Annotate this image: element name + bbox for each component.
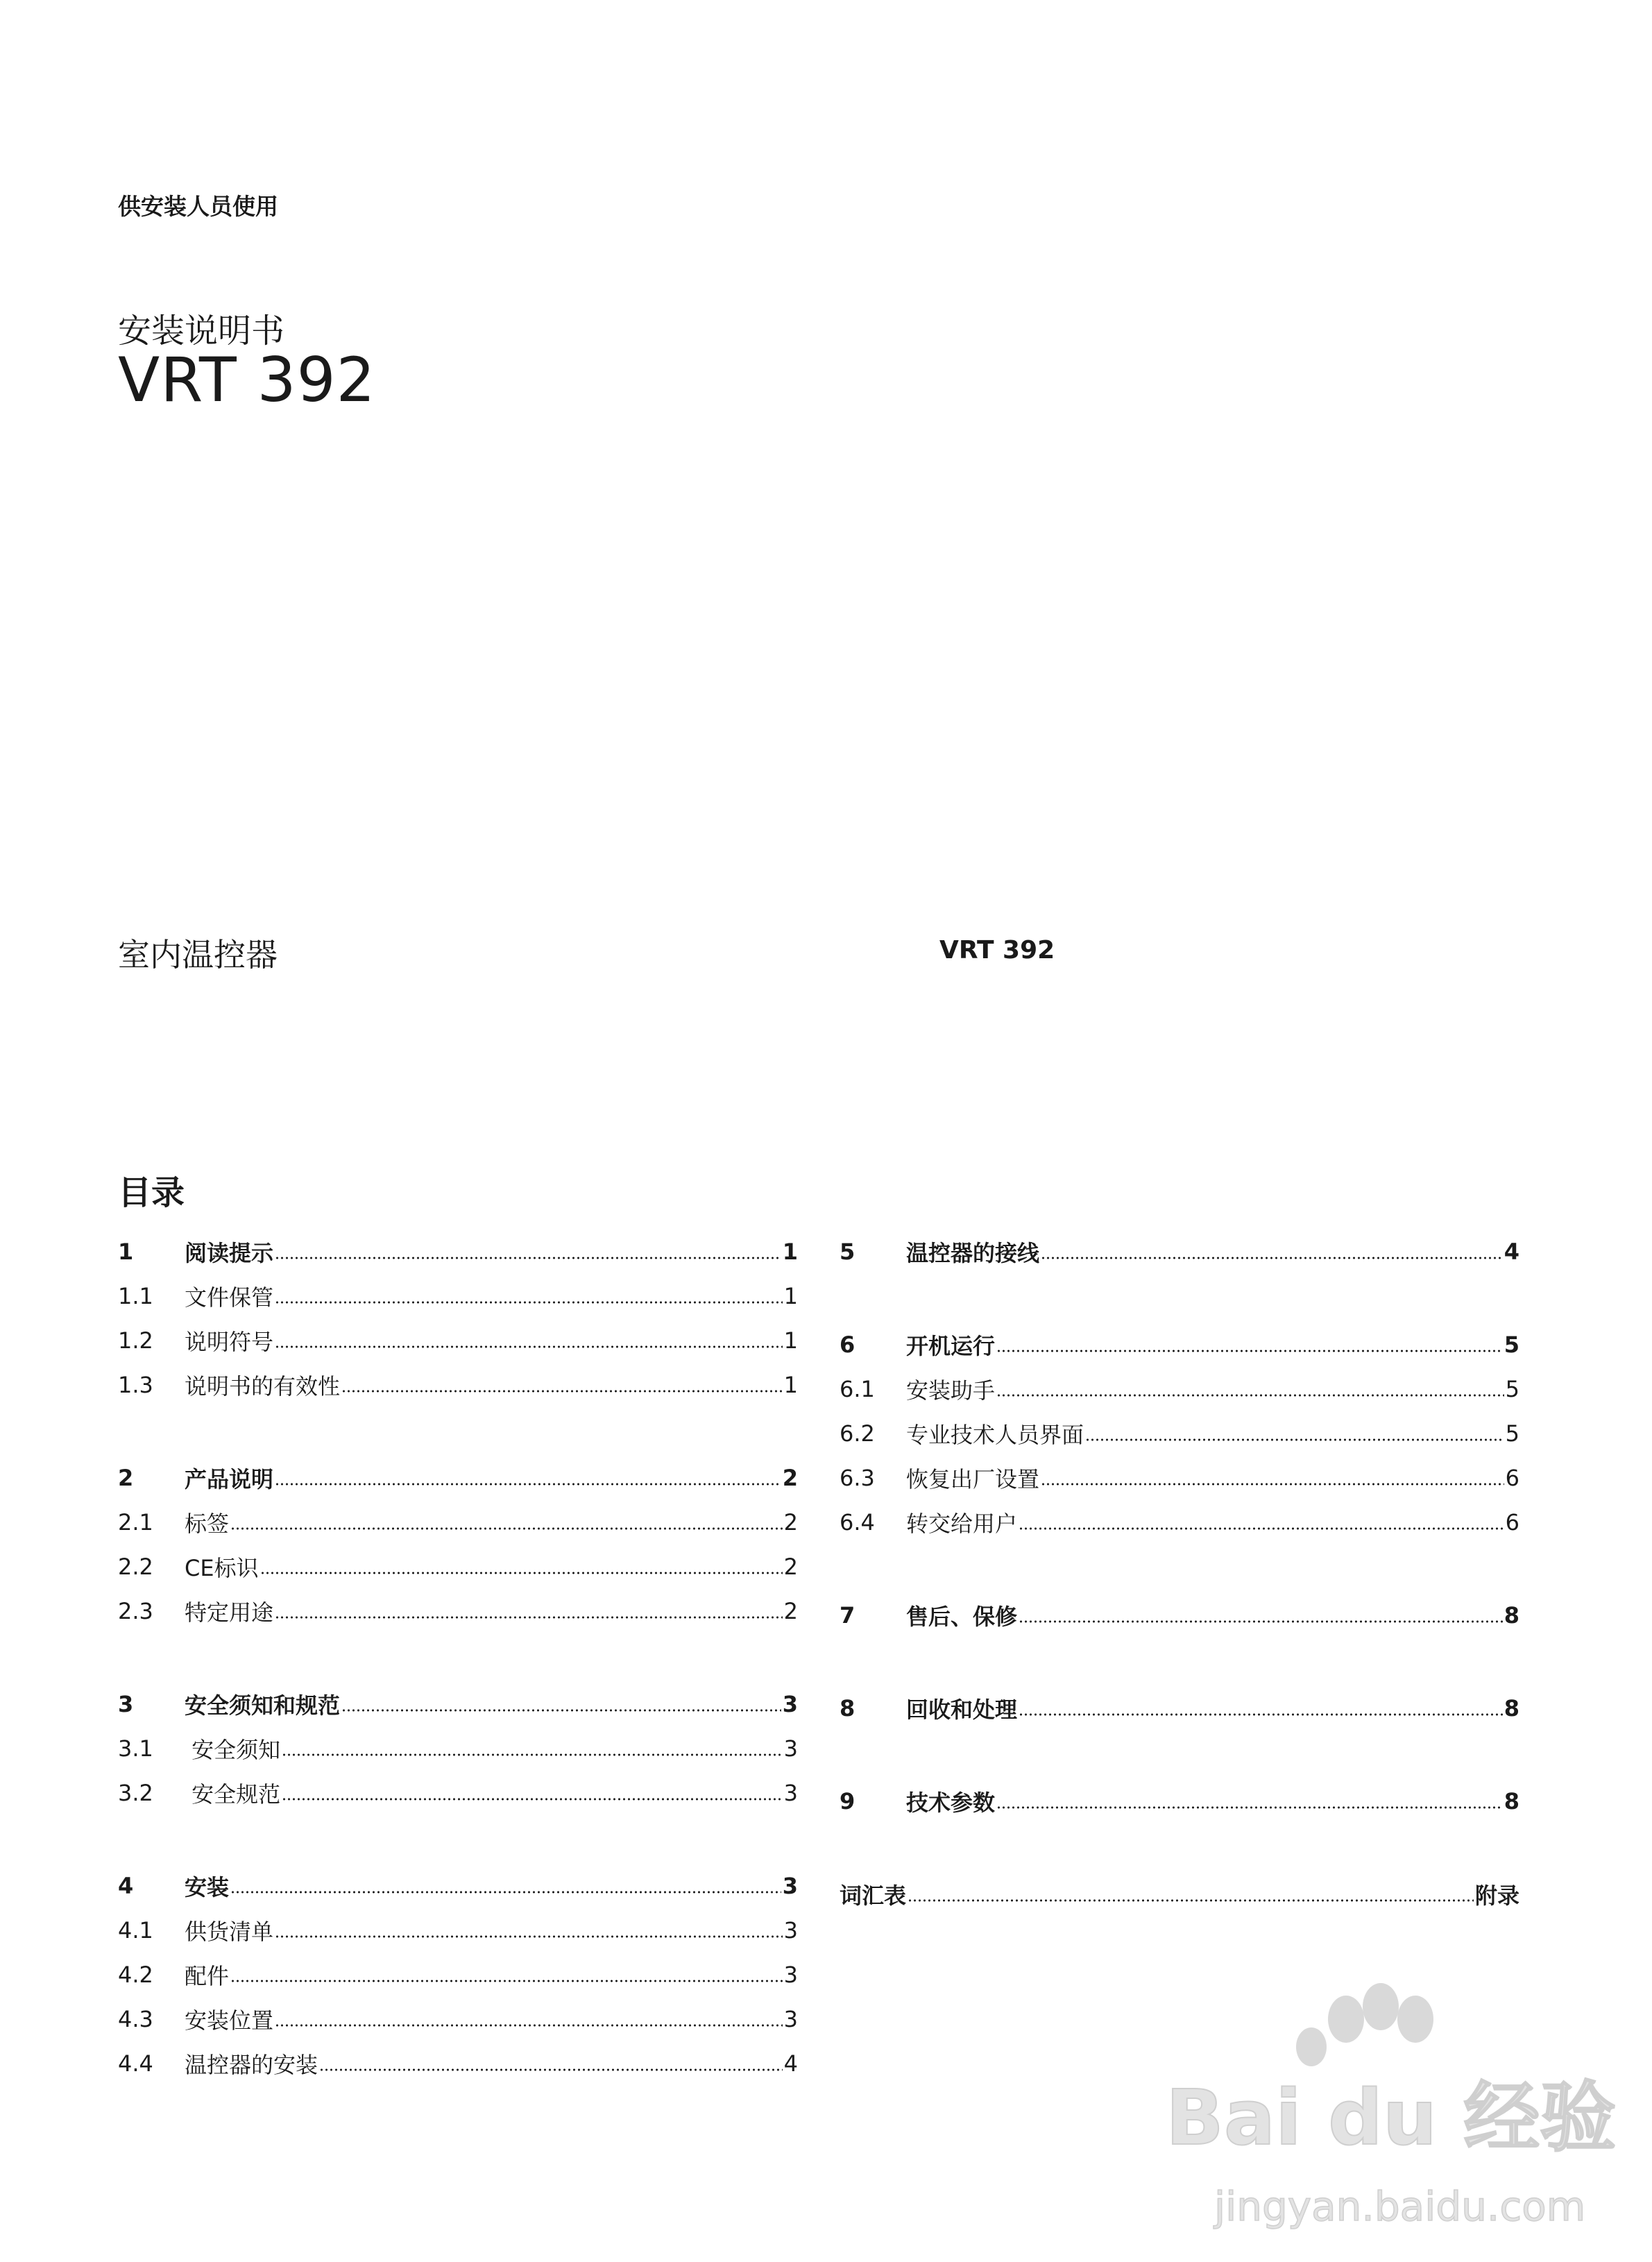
toc-entry[interactable] [118,2041,798,2086]
toc-entry[interactable] [118,1726,798,1771]
toc-entry-page: 6 [1505,1465,1519,1491]
toc-entry-number: 2.2 [118,1554,153,1580]
toc-entry-title: 技术参数 [906,1789,996,1816]
toc-dot-leader [341,1709,781,1712]
toc-entry-glossary[interactable] [840,1872,1519,1916]
toc-dot-leader [275,1483,781,1486]
baidu-jingyan-watermark [1138,1971,1617,2262]
toc-entry[interactable] [118,1864,798,1908]
watermark-url: jingyan.baidu.com [1214,2183,1586,2230]
toc-entry-title: 词汇表 [840,1882,907,1909]
toc-entry[interactable] [118,1682,798,1726]
toc-dot-leader [275,1616,783,1619]
toc-dot-leader [230,1891,781,1894]
toc-entry[interactable] [118,1545,798,1589]
toc-entry-page: 8 [1504,1695,1519,1721]
toc-dot-leader [996,1806,1503,1809]
toc-entry-title: 安装位置 [185,2007,274,2034]
toc-entry-title: 产品说明 [185,1466,274,1493]
toc-entry-title: 回收和处理 [906,1696,1018,1723]
toc-entry[interactable] [840,1779,1519,1823]
toc-dot-leader [1041,1257,1503,1259]
toc-entry-number: 3 [118,1691,134,1717]
toc-entry-page: 5 [1505,1376,1519,1402]
toc-entry-page: 8 [1504,1788,1519,1814]
toc-entry[interactable] [118,1274,798,1318]
document-type: 安装说明书 [118,312,285,350]
toc-dot-leader [275,2024,783,2027]
toc-entry-page: 4 [783,2050,798,2077]
toc-entry-page: 3 [783,1780,798,1806]
toc-entry-number: 3.2 [118,1780,153,1806]
toc-dot-leader [282,1798,782,1801]
toc-left-column [118,1230,798,2086]
toc-entry[interactable] [840,1411,1519,1456]
toc-entry-title: 温控器的接线 [906,1240,1040,1266]
toc-entry-page: 2 [783,1598,798,1624]
toc-entry-number: 4.3 [118,2006,153,2032]
toc-dot-leader [275,1301,783,1304]
toc-dot-leader [230,1980,783,1982]
toc-entry[interactable] [118,1953,798,1997]
toc-entry-title: 阅读提示 [185,1240,274,1266]
toc-entry-title: 温控器的安装 [185,2052,318,2078]
toc-entry-number: 4.2 [118,1962,153,1988]
toc-dot-leader [275,1257,781,1259]
toc-entry-title: 转交给用户 [906,1511,1018,1537]
toc-entry-page: 3 [782,1873,798,1899]
toc-entry-page: 5 [1505,1420,1519,1447]
toc-entry-number: 6.1 [840,1376,875,1402]
toc-entry[interactable] [840,1323,1519,1367]
product-name: 室内温控器 [118,936,278,973]
toc-entry-page: 1 [783,1283,798,1309]
toc-entry-title: 安全规范 [185,1781,281,1808]
paw-logo-icon [1296,1983,1433,2066]
toc-entry-number: 7 [840,1602,855,1629]
toc-entry-number: 6.3 [840,1465,875,1491]
toc-title: 目录 [118,1173,185,1212]
toc-entry-number: 1.2 [118,1327,153,1354]
toc-dot-leader [319,2068,783,2071]
toc-entry[interactable] [840,1456,1519,1500]
toc-entry-title: 安装 [185,1874,230,1900]
toc-entry-number: 1.3 [118,1372,153,1398]
toc-dot-leader [1041,1483,1504,1486]
toc-dot-leader [1019,1527,1504,1530]
toc-entry-page: 附录 [1474,1882,1519,1909]
toc-dot-leader [275,1345,783,1348]
watermark-brand: Bai du 经验 [1166,2073,1617,2162]
toc-entry-number: 1.1 [118,1283,153,1309]
toc-entry-page: 1 [783,1327,798,1354]
toc-entry-title: 标签 [185,1511,230,1537]
toc-entry[interactable] [118,1363,798,1407]
toc-dot-leader [260,1572,783,1574]
toc-entry-number: 2.3 [118,1598,153,1624]
toc-entry-title: 说明书的有效性 [185,1373,341,1400]
toc-dot-leader [1085,1438,1504,1441]
toc-entry-title: 配件 [185,1963,230,1989]
toc-entry-title: 安全须知 [185,1737,281,1763]
toc-entry-page: 3 [783,1735,798,1762]
toc-entry-title: 特定用途 [185,1599,274,1626]
toc-entry[interactable] [840,1500,1519,1545]
toc-entry-number: 1 [118,1239,134,1265]
toc-right-column [840,1230,1519,1916]
toc-entry-number: 6.4 [840,1509,875,1536]
toc-entry[interactable] [840,1367,1519,1411]
toc-entry[interactable] [840,1230,1519,1274]
toc-entry-title: CE标识 [185,1555,259,1581]
toc-entry-page: 2 [783,1554,798,1580]
toc-entry-page: 2 [782,1465,798,1491]
toc-entry[interactable] [840,1686,1519,1730]
document-model-title: VRT 392 [118,344,376,416]
toc-dot-leader [996,1394,1504,1397]
toc-entry-page: 3 [783,1962,798,1988]
toc-entry-number: 2.1 [118,1509,153,1536]
toc-entry-page: 3 [782,1691,798,1717]
toc-dot-leader [996,1350,1503,1352]
toc-entry[interactable] [118,1908,798,1953]
toc-entry-title: 供货清单 [185,1919,274,1945]
audience-label: 供安装人员使用 [118,193,278,220]
toc-entry-number: 4.1 [118,1917,153,1944]
toc-entry-number: 5 [840,1239,855,1265]
toc-dot-leader [1019,1713,1503,1716]
toc-entry[interactable] [118,1589,798,1633]
toc-dot-leader [275,1935,783,1938]
toc-entry-number: 3.1 [118,1735,153,1762]
product-model: VRT 392 [939,936,1055,964]
toc-entry[interactable] [840,1593,1519,1638]
toc-entry-page: 4 [1504,1239,1519,1265]
toc-dot-leader [908,1899,1474,1902]
toc-entry-title: 说明符号 [185,1329,274,1355]
toc-entry-number: 6 [840,1332,855,1358]
toc-entry[interactable] [118,1771,798,1815]
toc-dot-leader [341,1390,783,1393]
toc-entry-number: 4.4 [118,2050,153,2077]
toc-entry-number: 4 [118,1873,134,1899]
toc-entry-title: 专业技术人员界面 [906,1422,1084,1448]
toc-entry[interactable] [118,1230,798,1274]
toc-entry-number: 6.2 [840,1420,875,1447]
toc-entry-title: 安装助手 [906,1377,996,1404]
toc-entry-page: 3 [783,1917,798,1944]
toc-entry-page: 5 [1504,1332,1519,1358]
toc-entry-number: 9 [840,1788,855,1814]
toc-entry-title: 文件保管 [185,1284,274,1311]
toc-dot-leader [282,1753,782,1756]
toc-entry-title: 安全须知和规范 [185,1692,341,1719]
toc-entry-page: 8 [1504,1602,1519,1629]
toc-entry-page: 6 [1505,1509,1519,1536]
toc-entry-number: 8 [840,1695,855,1721]
toc-entry-number: 2 [118,1465,134,1491]
toc-entry[interactable] [118,1318,798,1363]
toc-dot-leader [230,1527,783,1530]
toc-entry[interactable] [118,1456,798,1500]
toc-entry-page: 2 [783,1509,798,1536]
toc-entry-title: 恢复出厂设置 [906,1466,1040,1493]
toc-entry[interactable] [118,1997,798,2041]
toc-entry[interactable] [118,1500,798,1545]
toc-dot-leader [1019,1620,1503,1623]
toc-entry-page: 1 [782,1239,798,1265]
toc-entry-title: 售后、保修 [906,1604,1018,1630]
toc-entry-page: 3 [783,2006,798,2032]
toc-entry-page: 1 [783,1372,798,1398]
toc-entry-title: 开机运行 [906,1333,996,1359]
